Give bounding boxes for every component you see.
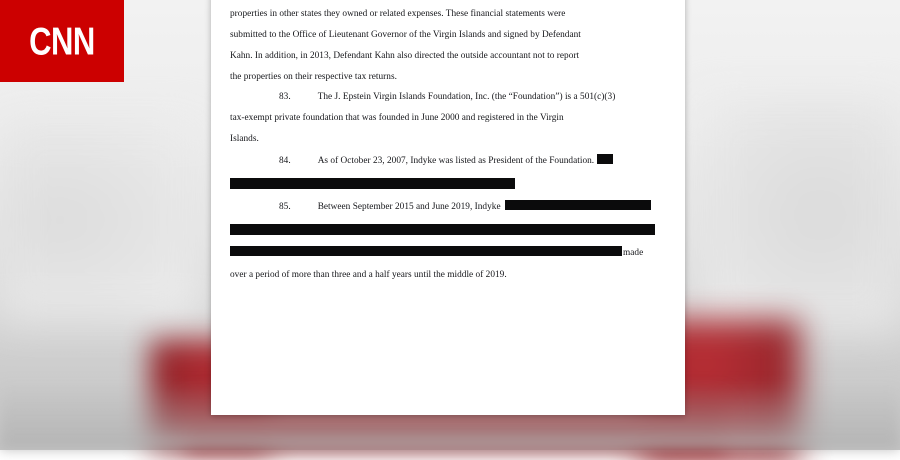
document-line: the properties on their respective tax returns. <box>230 72 397 83</box>
redaction-bar <box>230 246 622 256</box>
document-line-text: The J. Epstein Virgin Islands Foundation, Inc. (the “Foundation”) is a 501(c)(3) <box>317 91 616 102</box>
paragraph-85 <box>230 200 666 259</box>
document-line <box>230 154 666 167</box>
paragraph-84 <box>230 154 666 189</box>
document-line-text: As of October 23, 2007, Indyke was listed as President of the Foundation. <box>317 156 595 167</box>
court-document-page <box>211 0 685 415</box>
paragraph-number: 84. <box>279 156 291 167</box>
redaction-bar <box>230 224 655 235</box>
paragraph-continuation-2 <box>230 271 666 281</box>
background-smudge-left <box>0 120 200 320</box>
paragraph-trailing-text: made <box>623 248 644 259</box>
document-line-text: Between September 2015 and June 2019, Indyke <box>317 202 501 213</box>
document-line: Kahn. In addition, in 2013, Defendant Kahn also directed the outside accountant not to report <box>230 51 580 62</box>
document-line: over a period of more than three and a half years until the middle of 2019. <box>230 269 507 280</box>
cnn-logo <box>0 0 124 82</box>
document-line <box>230 93 666 103</box>
document-line: Islands. <box>230 133 259 144</box>
redaction-bar <box>597 154 613 164</box>
cnn-logo-text: CNN <box>29 19 95 63</box>
paragraph-number: 83. <box>279 91 291 102</box>
document-line: tax-exempt private foundation that was founded in June 2000 and registered in the Virgin <box>230 112 564 123</box>
paragraph-continuation <box>230 10 666 83</box>
document-line <box>230 200 666 213</box>
paragraph-83 <box>230 93 666 145</box>
document-line <box>230 246 666 259</box>
document-bottom-fade <box>211 389 685 415</box>
document-body <box>230 0 666 290</box>
document-line: properties in other states they owned or related expenses. These financial statements were <box>230 9 566 19</box>
redaction-bar <box>505 200 651 210</box>
background-smudge-right <box>700 100 900 330</box>
document-line: submitted to the Office of Lieutenant Governor of the Virgin Islands and signed by Defendant <box>230 30 581 41</box>
redaction-bar <box>230 178 515 189</box>
paragraph-number: 85. <box>279 202 291 213</box>
